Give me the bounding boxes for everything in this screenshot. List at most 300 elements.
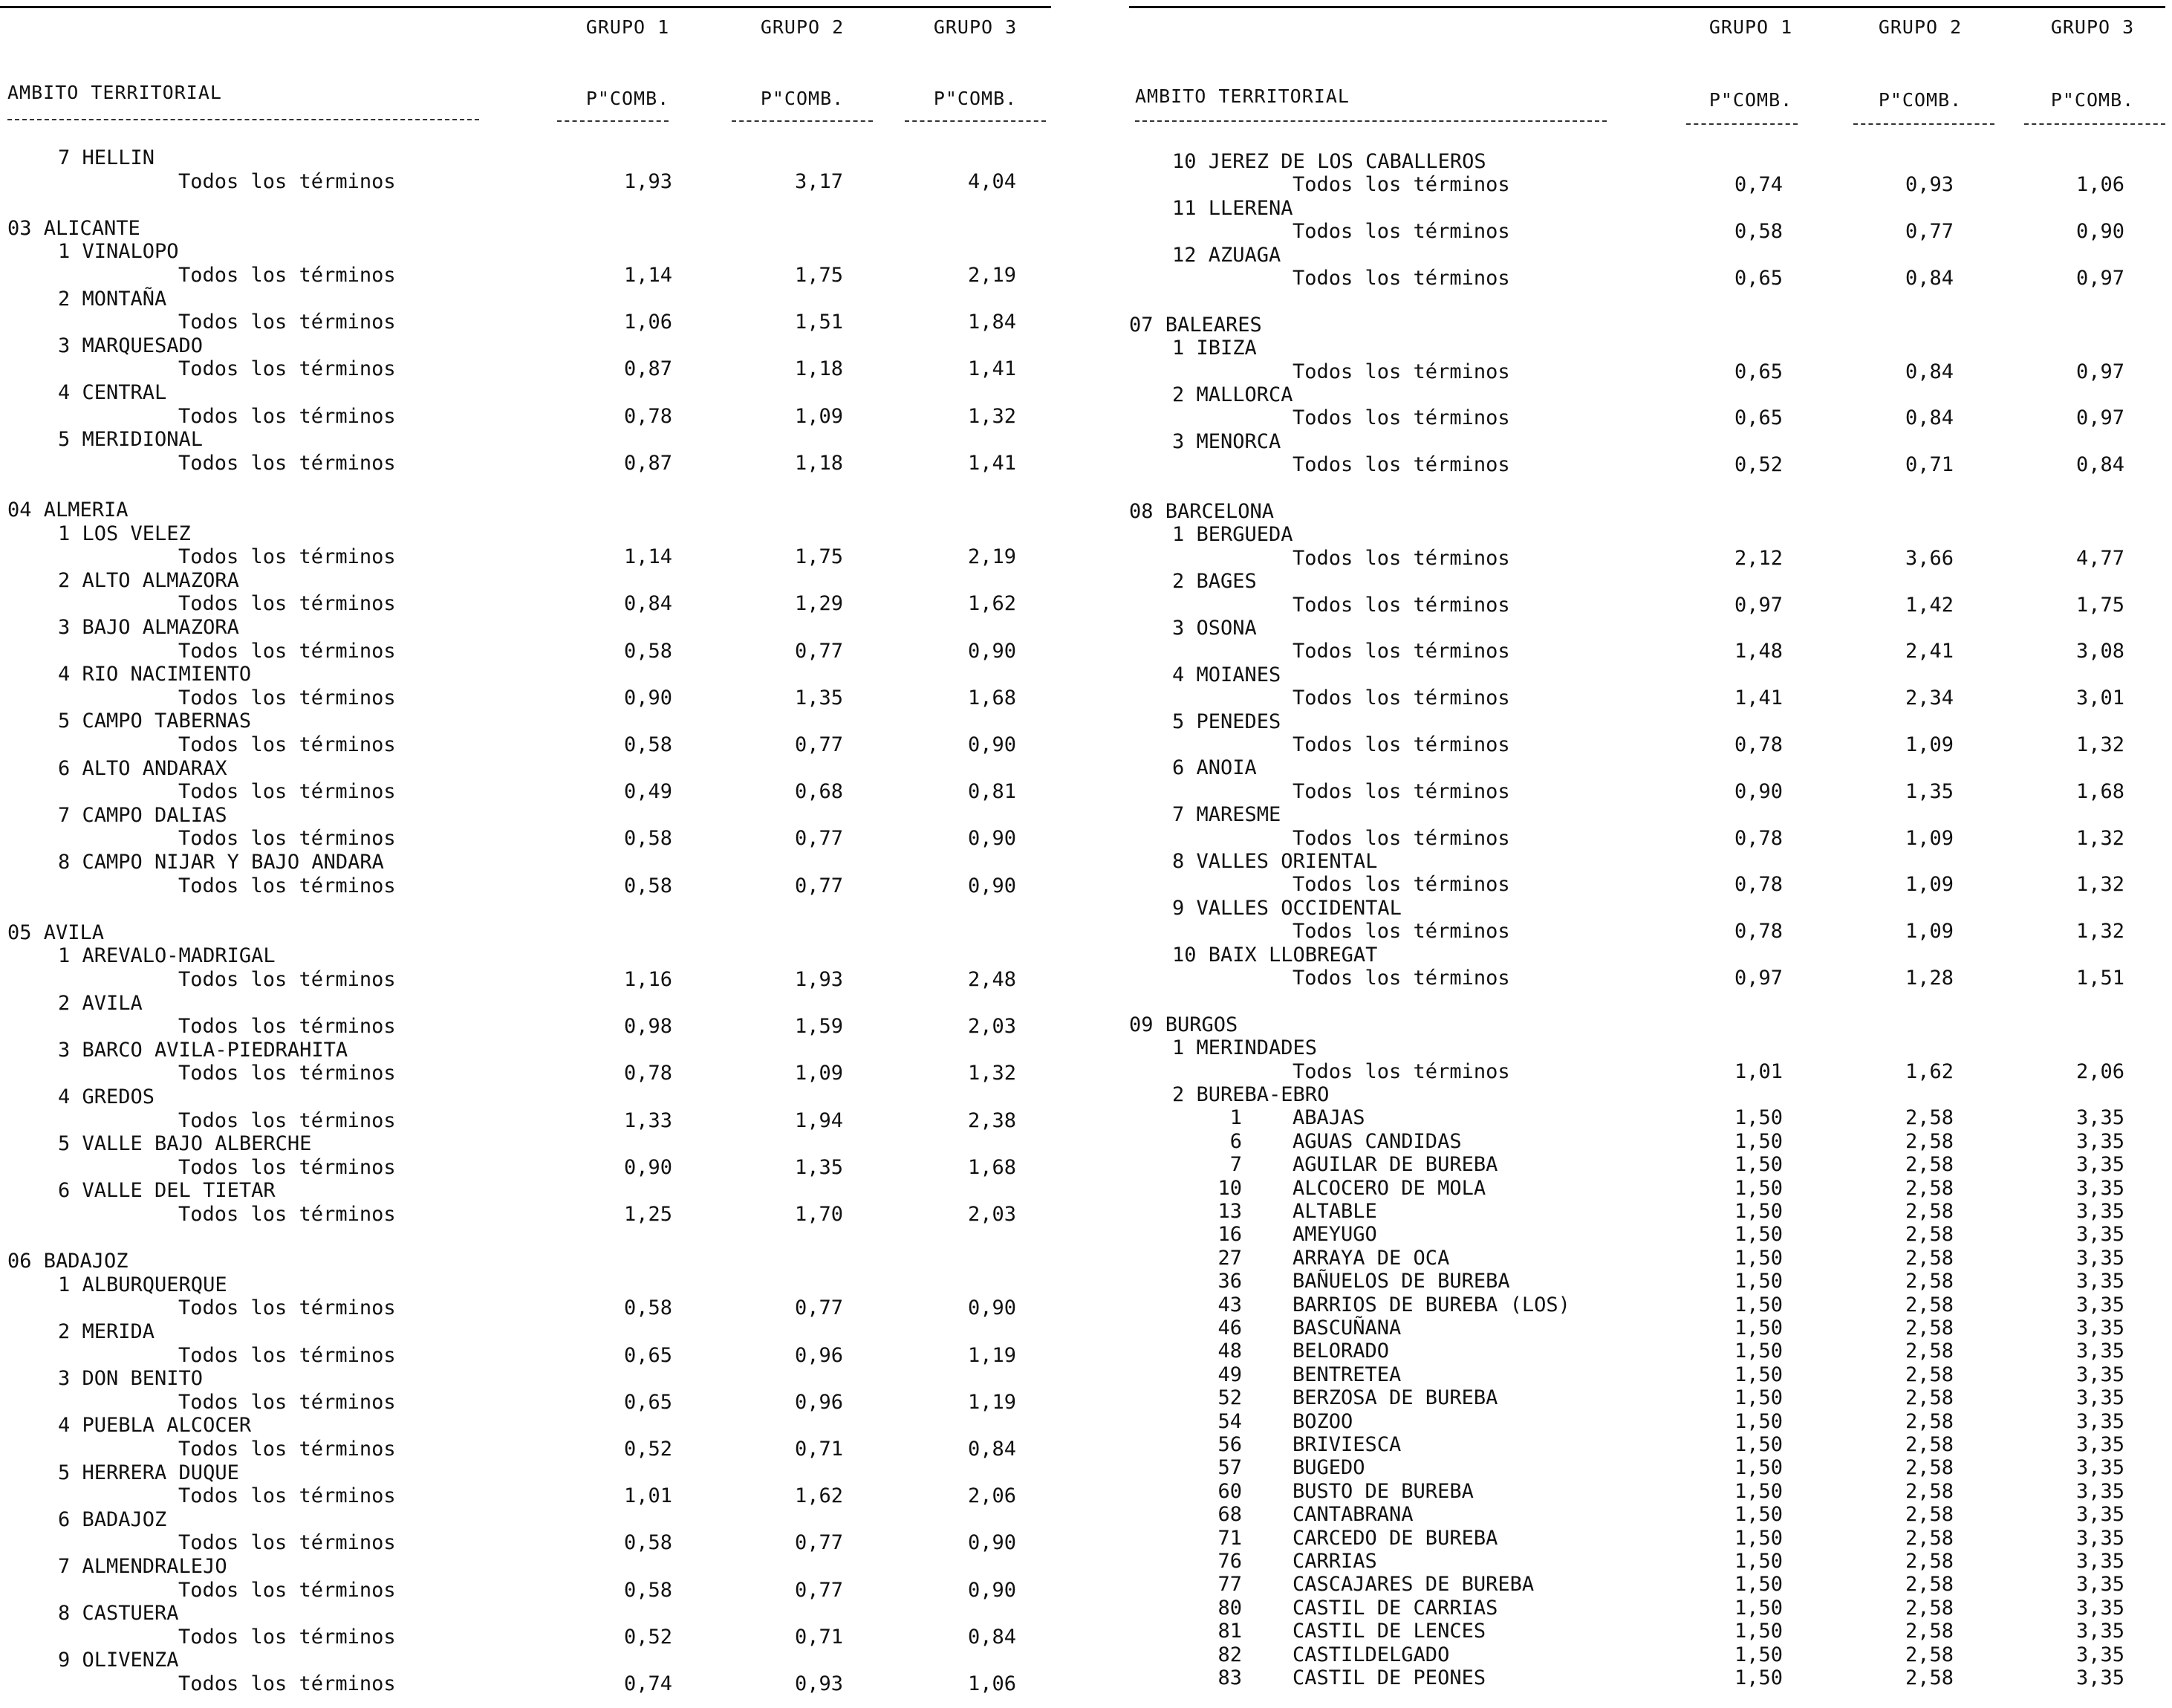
value-grupo-1: 0,78 [1734,920,1783,944]
value-grupo-2: 2,41 [1905,640,1954,663]
municipality-name: ARRAYA DE OCA [1293,1246,1450,1270]
value-grupo-2: 1,35 [794,686,843,709]
terminos-label: Todos los términos [178,686,396,709]
municipality-name: ABAJAS [1293,1106,1365,1130]
comarca-name: 3 OSONA [1172,617,1257,640]
municipality-code: 10 [1217,1176,1242,1200]
header-grupo-3: GRUPO 3 [933,16,1018,38]
terminos-label: Todos los términos [1293,593,1510,617]
value-grupo-1: 1,50 [1734,1316,1783,1340]
value-grupo-2: 1,09 [1905,873,1954,897]
comarca-name: 2 ALTO ALMAZORA [58,568,239,592]
value-grupo-2: 0,68 [794,780,843,804]
header-grupo-2: GRUPO 2 [760,16,845,38]
value-grupo-3: 1,06 [967,1672,1016,1695]
municipality-code: 46 [1217,1316,1242,1340]
value-grupo-3: 2,03 [967,1203,1016,1226]
value-grupo-1: 1,48 [1734,640,1783,663]
municipality-code: 1 [1229,1106,1242,1130]
header-dash-1 [557,120,669,122]
value-grupo-2: 2,58 [1905,1386,1954,1410]
value-grupo-3: 0,97 [2075,360,2124,383]
value-grupo-1: 0,84 [623,592,672,616]
value-grupo-3: 3,35 [2075,1643,2124,1666]
value-grupo-3: 1,68 [2075,779,2124,803]
value-grupo-3: 2,03 [967,1015,1016,1039]
value-grupo-3: 1,68 [967,686,1016,709]
value-grupo-2: 0,96 [794,1343,843,1367]
value-grupo-1: 1,50 [1734,1340,1783,1363]
terminos-label: Todos los términos [1293,779,1510,803]
municipality-name: CASCAJARES DE BUREBA [1293,1573,1535,1597]
value-grupo-1: 1,33 [623,1108,672,1132]
value-grupo-2: 2,58 [1905,1620,1954,1643]
comarca-name: 7 MARESME [1172,803,1281,827]
value-grupo-1: 0,90 [623,686,672,709]
comarca-name: 4 PUEBLA ALCOCER [58,1414,252,1438]
value-grupo-1: 0,65 [1734,267,1783,290]
value-grupo-1: 1,50 [1734,1526,1783,1550]
value-grupo-2: 2,34 [1905,686,1954,710]
terminos-label: Todos los términos [178,968,396,991]
header-dash-2 [732,120,873,122]
value-grupo-1: 0,65 [623,1390,672,1414]
value-grupo-1: 0,58 [623,1296,672,1320]
value-grupo-1: 0,74 [1734,173,1783,197]
value-grupo-2: 1,75 [794,264,843,287]
province-name: 06 BADAJOZ [7,1250,129,1273]
terminos-label: Todos los términos [178,1438,396,1461]
value-grupo-2: 2,58 [1905,1176,1954,1200]
municipality-code: 48 [1217,1340,1242,1363]
comarca-name: 2 AVILA [58,991,143,1015]
comarca-name: 9 OLIVENZA [58,1649,179,1672]
value-grupo-3: 1,75 [2075,593,2124,617]
terminos-label: Todos los términos [1293,453,1510,477]
value-grupo-2: 2,58 [1905,1270,1954,1293]
value-grupo-1: 1,50 [1734,1643,1783,1666]
value-grupo-1: 1,50 [1734,1620,1783,1643]
municipality-name: BUGEDO [1293,1456,1365,1480]
value-grupo-3: 2,06 [2075,1059,2124,1083]
terminos-label: Todos los términos [178,1203,396,1226]
comarca-name: 6 BADAJOZ [58,1507,167,1531]
comarca-name: 4 CENTRAL [58,381,167,404]
value-grupo-3: 3,08 [2075,640,2124,663]
value-grupo-2: 1,62 [1905,1059,1954,1083]
value-grupo-2: 2,58 [1905,1550,1954,1573]
header-dash-1 [1686,123,1798,125]
terminos-label: Todos los términos [1293,640,1510,663]
value-grupo-2: 1,42 [1905,593,1954,617]
value-grupo-1: 0,58 [623,733,672,756]
header-pcomb-2: P"COMB. [760,88,845,109]
value-grupo-3: 1,41 [967,451,1016,475]
terminos-label: Todos los términos [1293,546,1510,570]
value-grupo-1: 1,41 [1734,686,1783,710]
value-grupo-2: 2,58 [1905,1129,1954,1153]
comarca-name: 8 CAMPO NIJAR Y BAJO ANDARA [58,851,384,874]
value-grupo-1: 0,97 [1734,967,1783,990]
comarca-name: 10 JEREZ DE LOS CABALLEROS [1172,150,1486,173]
value-grupo-3: 3,35 [2075,1270,2124,1293]
header-ambito: AMBITO TERRITORIAL [1135,85,1350,107]
value-grupo-1: 0,65 [1734,360,1783,383]
value-grupo-1: 1,50 [1734,1596,1783,1620]
comarca-name: 2 MONTAÑA [58,287,167,311]
municipality-name: BERZOSA DE BUREBA [1293,1386,1498,1410]
value-grupo-1: 0,78 [623,404,672,428]
value-grupo-2: 0,84 [1905,406,1954,430]
municipality-code: 52 [1217,1386,1242,1410]
value-grupo-1: 1,01 [623,1484,672,1508]
header-grupo-1: GRUPO 1 [585,16,670,38]
value-grupo-2: 0,71 [794,1625,843,1649]
municipality-name: BASCUÑANA [1293,1316,1402,1340]
value-grupo-1: 0,49 [623,780,672,804]
terminos-label: Todos los términos [1293,920,1510,944]
value-grupo-1: 0,87 [623,357,672,381]
value-grupo-3: 3,35 [2075,1386,2124,1410]
value-grupo-3: 0,90 [967,1578,1016,1602]
value-grupo-3: 0,90 [967,639,1016,663]
terminos-label: Todos los términos [178,311,396,334]
value-grupo-2: 0,96 [794,1390,843,1414]
comarca-name: 2 MERIDA [58,1320,155,1343]
header-pcomb-2: P"COMB. [1878,89,1963,111]
terminos-label: Todos los términos [178,1015,396,1039]
value-grupo-2: 1,28 [1905,967,1954,990]
value-grupo-2: 2,58 [1905,1596,1954,1620]
value-grupo-3: 2,19 [967,264,1016,287]
value-grupo-2: 1,29 [794,592,843,616]
terminos-label: Todos los términos [178,1484,396,1508]
header-pcomb-3: P"COMB. [2050,89,2135,111]
header-pcomb-1: P"COMB. [1708,89,1793,111]
comarca-name: 1 IBIZA [1172,337,1257,360]
value-grupo-3: 3,35 [2075,1200,2124,1223]
comarca-name: 4 RIO NACIMIENTO [58,663,252,686]
municipality-code: 49 [1217,1363,1242,1386]
municipality-name: BELORADO [1293,1340,1390,1363]
value-grupo-1: 0,58 [623,639,672,663]
value-grupo-2: 0,77 [794,1531,843,1555]
value-grupo-1: 1,50 [1734,1153,1783,1177]
value-grupo-1: 0,58 [623,827,672,851]
value-grupo-2: 1,09 [1905,826,1954,850]
value-grupo-1: 0,97 [1734,593,1783,617]
municipality-code: 54 [1217,1409,1242,1433]
municipality-code: 56 [1217,1433,1242,1456]
terminos-label: Todos los términos [1293,267,1510,290]
value-grupo-2: 2,58 [1905,1433,1954,1456]
value-grupo-3: 3,35 [2075,1526,2124,1550]
value-grupo-2: 0,71 [1905,453,1954,477]
value-grupo-1: 1,14 [623,264,672,287]
value-grupo-1: 1,50 [1734,1363,1783,1386]
comarca-name: 8 CASTUERA [58,1602,179,1626]
terminos-label: Todos los términos [178,545,396,569]
terminos-label: Todos los términos [178,1672,396,1695]
value-grupo-3: 3,35 [2075,1573,2124,1597]
header-dash-2 [1853,123,1994,125]
header-grupo-2: GRUPO 2 [1878,16,1963,38]
municipality-name: BUSTO DE BUREBA [1293,1479,1474,1503]
municipality-name: ALCOCERO DE MOLA [1293,1176,1486,1200]
value-grupo-1: 1,50 [1734,1200,1783,1223]
municipality-code: 7 [1229,1153,1242,1177]
value-grupo-2: 2,58 [1905,1503,1954,1527]
province-name: 05 AVILA [7,920,105,944]
value-grupo-3: 3,35 [2075,1363,2124,1386]
value-grupo-3: 2,48 [967,968,1016,991]
value-grupo-3: 0,84 [2075,453,2124,477]
municipality-name: CASTILDELGADO [1293,1643,1450,1666]
comarca-name: 1 LOS VELEZ [58,522,191,545]
value-grupo-3: 1,41 [967,357,1016,381]
value-grupo-3: 3,35 [2075,1456,2124,1480]
terminos-label: Todos los términos [178,1155,396,1179]
terminos-label: Todos los términos [178,780,396,804]
comarca-name: 4 MOIANES [1172,663,1281,686]
value-grupo-3: 3,35 [2075,1596,2124,1620]
value-grupo-1: 1,50 [1734,1433,1783,1456]
value-grupo-3: 3,35 [2075,1223,2124,1247]
value-grupo-3: 3,35 [2075,1316,2124,1340]
left-column [0,0,1062,1708]
header-dash-3 [905,120,1046,122]
value-grupo-2: 1,18 [794,451,843,475]
comarca-name: 6 ANOIA [1172,756,1257,780]
value-grupo-2: 0,84 [1905,267,1954,290]
comarca-name: 1 VINALOPO [58,240,179,264]
value-grupo-2: 2,58 [1905,1479,1954,1503]
terminos-label: Todos los términos [178,1343,396,1367]
value-grupo-2: 2,58 [1905,1456,1954,1480]
value-grupo-3: 1,06 [2075,173,2124,197]
value-grupo-2: 0,71 [794,1438,843,1461]
comarca-name: 2 MALLORCA [1172,383,1293,406]
header-grupo-3: GRUPO 3 [2050,16,2135,38]
value-grupo-1: 0,74 [623,1672,672,1695]
municipality-code: 6 [1229,1129,1242,1153]
municipality-name: BENTRETEA [1293,1363,1402,1386]
terminos-label: Todos los términos [178,1531,396,1555]
comarca-name: 1 MERINDADES [1172,1036,1318,1060]
value-grupo-3: 1,32 [2075,733,2124,756]
value-grupo-1: 0,90 [623,1155,672,1179]
value-grupo-1: 1,50 [1734,1246,1783,1270]
value-grupo-3: 1,32 [2075,920,2124,944]
terminos-label: Todos los términos [178,1108,396,1132]
value-grupo-2: 1,09 [794,404,843,428]
municipality-name: BAÑUELOS DE BUREBA [1293,1270,1510,1293]
value-grupo-1: 1,50 [1734,1386,1783,1410]
value-grupo-1: 1,50 [1734,1223,1783,1247]
comarca-name: 3 DON BENITO [58,1367,204,1391]
value-grupo-1: 1,50 [1734,1270,1783,1293]
value-grupo-1: 0,87 [623,451,672,475]
value-grupo-1: 0,65 [1734,406,1783,430]
value-grupo-2: 1,51 [794,311,843,334]
comarca-name: 3 BAJO ALMAZORA [58,616,239,639]
province-name: 03 ALICANTE [7,216,140,240]
municipality-name: AGUAS CANDIDAS [1293,1129,1462,1153]
terminos-label: Todos los términos [178,1625,396,1649]
value-grupo-3: 1,51 [2075,967,2124,990]
value-grupo-3: 2,38 [967,1108,1016,1132]
municipality-code: 82 [1217,1643,1242,1666]
value-grupo-3: 3,35 [2075,1409,2124,1433]
comarca-name: 10 BAIX LLOBREGAT [1172,943,1378,967]
value-grupo-3: 3,35 [2075,1293,2124,1316]
municipality-name: BOZOO [1293,1409,1353,1433]
value-grupo-3: 3,35 [2075,1106,2124,1130]
right-column [1114,0,2169,1708]
comarca-name: 3 MENORCA [1172,429,1281,453]
terminos-label: Todos los términos [1293,733,1510,756]
comarca-name: 6 VALLE DEL TIETAR [58,1179,276,1203]
municipality-name: CANTABRANA [1293,1503,1414,1527]
value-grupo-3: 1,68 [967,1155,1016,1179]
value-grupo-2: 1,18 [794,357,843,381]
municipality-name: CARRIAS [1293,1550,1377,1573]
terminos-label: Todos los términos [178,827,396,851]
value-grupo-2: 0,77 [794,1578,843,1602]
value-grupo-2: 0,93 [1905,173,1954,197]
value-grupo-1: 1,50 [1734,1550,1783,1573]
value-grupo-3: 1,32 [967,404,1016,428]
header-grupo-1: GRUPO 1 [1708,16,1793,38]
value-grupo-2: 1,59 [794,1015,843,1039]
value-grupo-2: 2,58 [1905,1409,1954,1433]
value-grupo-2: 2,58 [1905,1200,1954,1223]
province-name: 08 BARCELONA [1129,500,1275,523]
terminos-label: Todos los términos [1293,220,1510,244]
value-grupo-3: 0,90 [967,733,1016,756]
comarca-name: 5 PENEDES [1172,709,1281,733]
header-ambito: AMBITO TERRITORIAL [7,82,222,103]
value-grupo-1: 1,50 [1734,1503,1783,1527]
municipality-name: ALTABLE [1293,1200,1377,1223]
value-grupo-3: 0,90 [967,874,1016,897]
terminos-label: Todos los términos [1293,967,1510,990]
value-grupo-2: 1,70 [794,1203,843,1226]
municipality-code: 27 [1217,1246,1242,1270]
value-grupo-3: 0,90 [967,827,1016,851]
terminos-label: Todos los términos [178,1578,396,1602]
value-grupo-1: 1,50 [1734,1129,1783,1153]
value-grupo-3: 3,35 [2075,1620,2124,1643]
value-grupo-3: 3,01 [2075,686,2124,710]
value-grupo-1: 1,16 [623,968,672,991]
value-grupo-2: 0,77 [794,874,843,897]
value-grupo-2: 1,09 [1905,733,1954,756]
municipality-name: BRIVIESCA [1293,1433,1402,1456]
value-grupo-2: 2,58 [1905,1643,1954,1666]
value-grupo-2: 2,58 [1905,1363,1954,1386]
value-grupo-2: 1,09 [794,1062,843,1085]
value-grupo-3: 3,35 [2075,1153,2124,1177]
value-grupo-1: 0,52 [1734,453,1783,477]
top-rule [1129,6,2165,8]
municipality-code: 68 [1217,1503,1242,1527]
value-grupo-2: 2,58 [1905,1246,1954,1270]
value-grupo-2: 2,58 [1905,1293,1954,1316]
municipality-code: 13 [1217,1200,1242,1223]
municipality-code: 57 [1217,1456,1242,1480]
value-grupo-1: 1,25 [623,1203,672,1226]
value-grupo-2: 2,58 [1905,1573,1954,1597]
value-grupo-1: 0,78 [1734,733,1783,756]
header-dash-3 [2024,123,2165,125]
municipality-code: 60 [1217,1479,1242,1503]
value-grupo-2: 2,58 [1905,1223,1954,1247]
comarca-name: 9 VALLES OCCIDENTAL [1172,896,1402,920]
value-grupo-2: 1,94 [794,1108,843,1132]
comarca-name: 5 HERRERA DUQUE [58,1461,239,1484]
municipality-name: CARCEDO DE BUREBA [1293,1526,1498,1550]
comarca-name: 1 AREVALO-MADRIGAL [58,944,276,968]
value-grupo-3: 0,84 [967,1438,1016,1461]
value-grupo-1: 0,65 [623,1343,672,1367]
header-dash-ambito [1135,120,1607,122]
municipality-code: 81 [1217,1620,1242,1643]
comarca-name: 7 ALMENDRALEJO [58,1555,227,1578]
value-grupo-3: 1,32 [967,1062,1016,1085]
comarca-name: 5 VALLE BAJO ALBERCHE [58,1132,312,1156]
value-grupo-2: 1,09 [1905,920,1954,944]
comarca-name: 1 ALBURQUERQUE [58,1273,227,1296]
value-grupo-3: 1,62 [967,592,1016,616]
header-pcomb-1: P"COMB. [585,88,670,109]
value-grupo-2: 0,84 [1905,360,1954,383]
terminos-label: Todos los términos [178,1296,396,1320]
province-name: 04 ALMERIA [7,499,129,522]
comarca-name: 3 BARCO AVILA-PIEDRAHITA [58,1038,348,1062]
value-grupo-3: 1,32 [2075,826,2124,850]
value-grupo-1: 1,50 [1734,1409,1783,1433]
value-grupo-3: 1,32 [2075,873,2124,897]
value-grupo-3: 4,77 [2075,546,2124,570]
municipality-name: CASTIL DE PEONES [1293,1666,1486,1689]
municipality-name: AGUILAR DE BUREBA [1293,1153,1498,1177]
municipality-name: CASTIL DE LENCES [1293,1620,1486,1643]
value-grupo-2: 0,77 [794,639,843,663]
value-grupo-2: 2,58 [1905,1153,1954,1177]
value-grupo-1: 1,50 [1734,1456,1783,1480]
value-grupo-3: 0,97 [2075,267,2124,290]
comarca-name: 11 LLERENA [1172,196,1293,220]
terminos-label: Todos los términos [1293,360,1510,383]
value-grupo-2: 3,17 [794,169,843,193]
value-grupo-2: 1,93 [794,968,843,991]
header-pcomb-3: P"COMB. [933,88,1018,109]
value-grupo-2: 0,77 [1905,220,1954,244]
value-grupo-1: 1,50 [1734,1479,1783,1503]
value-grupo-1: 0,58 [1734,220,1783,244]
comarca-name: 7 HELLIN [58,146,155,169]
value-grupo-1: 1,14 [623,545,672,569]
value-grupo-1: 1,50 [1734,1293,1783,1316]
top-rule [0,6,1051,8]
value-grupo-1: 2,12 [1734,546,1783,570]
value-grupo-3: 2,06 [967,1484,1016,1508]
value-grupo-2: 0,77 [794,827,843,851]
value-grupo-3: 0,97 [2075,406,2124,430]
value-grupo-2: 1,75 [794,545,843,569]
value-grupo-3: 3,35 [2075,1340,2124,1363]
